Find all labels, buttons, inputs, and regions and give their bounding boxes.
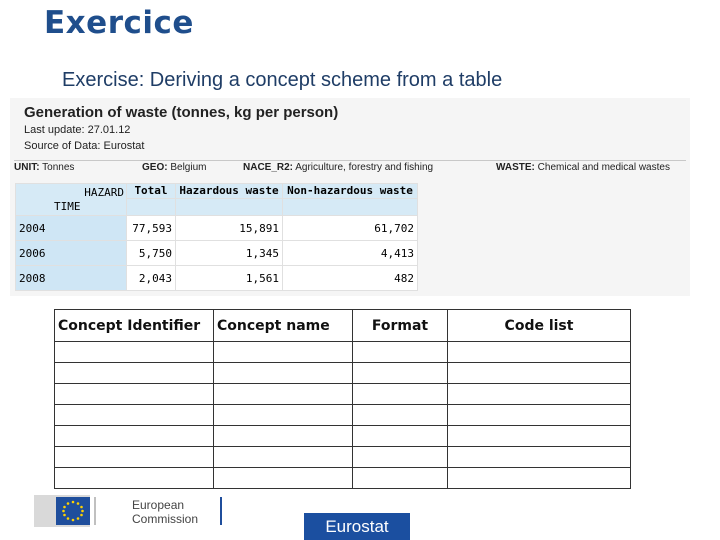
empty-row: [55, 468, 631, 489]
corner-time: TIME: [54, 200, 81, 213]
last-update: Last update: 27.01.12: [24, 124, 131, 136]
svg-text:European: European: [132, 498, 185, 512]
empty-row: [55, 405, 631, 426]
empty-row: [55, 384, 631, 405]
screenshot-header: [24, 104, 338, 153]
dimension-unit: UNIT: Tonnes: [14, 162, 75, 173]
header-concept-identifier: Concept Identifier: [55, 310, 214, 342]
concept-scheme-table: [54, 309, 631, 489]
table-cell: 482: [283, 266, 418, 291]
column-header: Non-hazardous waste: [283, 184, 418, 199]
header-concept-name: Concept name: [214, 310, 353, 342]
dimension-geo: GEO: Belgium: [142, 162, 207, 173]
table-cell: 61,702: [283, 216, 418, 241]
table-cell: 4,413: [283, 241, 418, 266]
table-screenshot: [10, 98, 690, 296]
table-row: [16, 216, 418, 241]
dimension-bar: [14, 160, 686, 173]
dataset-title: Generation of waste (tonnes, kg per person): [24, 104, 339, 121]
row-header: 2004: [16, 216, 127, 241]
data-source: Source of Data: Eurostat: [24, 140, 145, 152]
table-cell: 2,043: [127, 266, 176, 291]
empty-row: [55, 447, 631, 468]
table-cell: 77,593: [127, 216, 176, 241]
table-row: [16, 266, 418, 291]
empty-row: [55, 342, 631, 363]
table-corner: [16, 184, 127, 216]
slide-title: Exercice: [44, 5, 194, 41]
row-header: 2006: [16, 241, 127, 266]
dimension-nace: NACE_R2: Agriculture, forestry and fishing: [243, 162, 434, 173]
corner-hazard: HAZARD: [84, 186, 124, 199]
column-header: Total: [127, 184, 176, 199]
row-header: 2008: [16, 266, 127, 291]
waste-data-table: [15, 183, 418, 291]
empty-row: [55, 426, 631, 447]
dimension-waste: WASTE: Chemical and medical wastes: [496, 162, 670, 173]
column-header: Hazardous waste: [176, 184, 283, 199]
table-cell: 15,891: [176, 216, 283, 241]
table-cell: 1,345: [176, 241, 283, 266]
table-cell: 5,750: [127, 241, 176, 266]
european-commission-logo: [34, 493, 222, 529]
table-cell: 1,561: [176, 266, 283, 291]
header-code-list: Code list: [448, 310, 631, 342]
empty-row: [55, 363, 631, 384]
eurostat-badge: Eurostat: [304, 513, 410, 540]
table-row: [16, 241, 418, 266]
svg-text:Commission: Commission: [132, 512, 199, 526]
slide-subtitle: Exercise: Deriving a concept scheme from a table: [62, 69, 503, 91]
header-format: Format: [353, 310, 448, 342]
